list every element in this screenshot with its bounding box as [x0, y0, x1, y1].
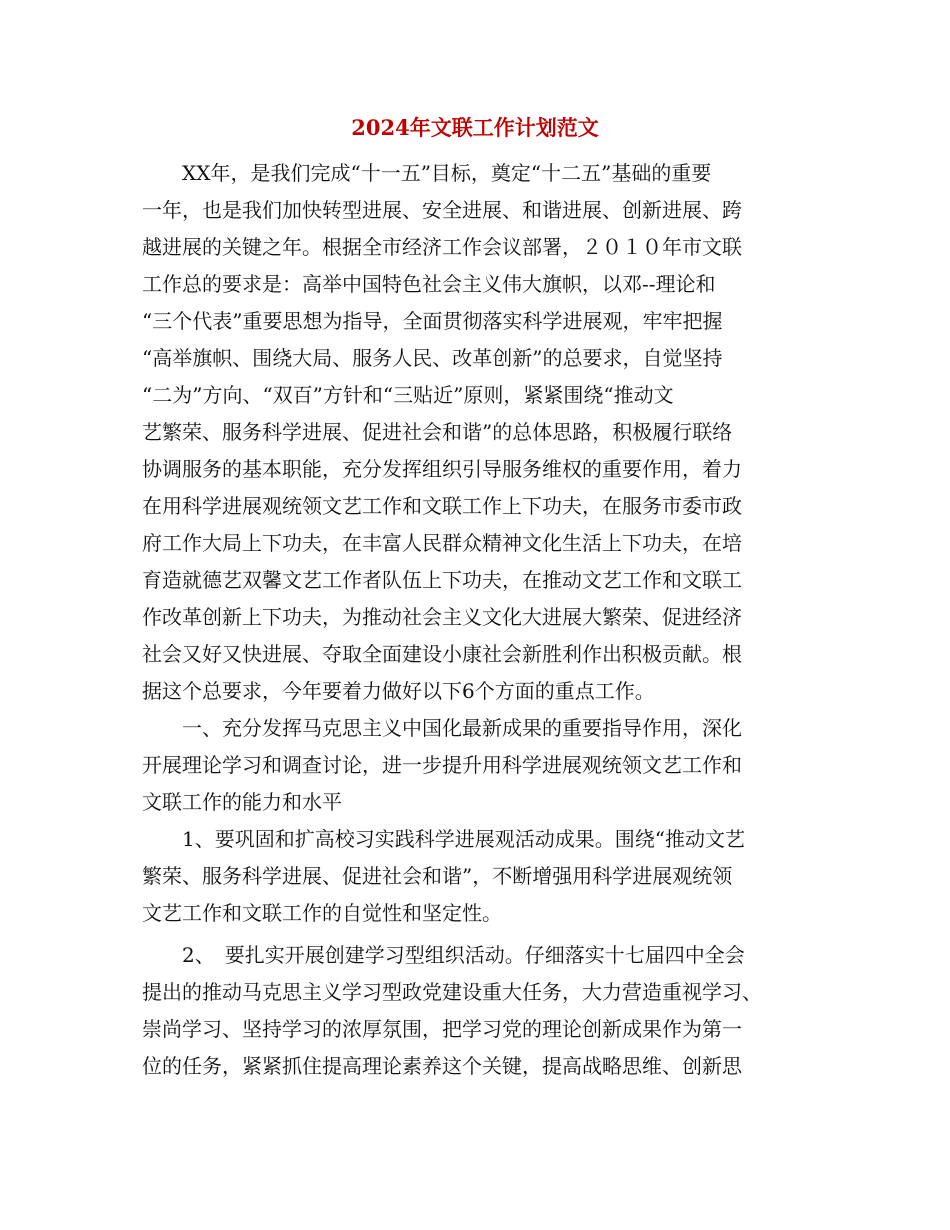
text-line: “三个代表”重要思想为指导，全面贯彻落实科学进展观，牢牢把握 — [142, 309, 723, 333]
text-line: 繁荣、服务科学进展、促进社会和谐”，不断增强用科学进展观统领 — [142, 864, 733, 888]
text-line: “二为”方向、“双百”方针和“三贴近”原则，紧紧围绕“推动文 — [142, 383, 674, 407]
text-line: 协调服务的基本职能，充分发挥组织引导服务维权的重要作用，着力 — [142, 457, 742, 481]
text-line: 府工作大局上下功夫，在丰富人民群众精神文化生活上下功夫，在培 — [142, 531, 742, 555]
text-line: 一年，也是我们加快转型进展、安全进展、和谐进展、创新进展、跨 — [142, 198, 742, 222]
text-line: 工作总的要求是：高举中国特色社会主义伟大旗帜，以邓--理论和 — [142, 272, 716, 296]
text-line: XX年，是我们完成“十一五”目标，奠定“十二五”基础的重要 — [182, 161, 712, 185]
text-line: 社会又好又快进展、夺取全面建设小康社会新胜利作出积极贡献。根 — [142, 642, 742, 666]
section-heading-line: 文联工作的能力和水平 — [142, 790, 342, 814]
section-heading-line: 一、充分发挥马克思主义中国化最新成果的重要指导作用，深化 — [182, 716, 742, 740]
text-line: 2、 要扎实开展创建学习型组织活动。仔细落实十七届四中全会 — [182, 943, 745, 967]
text-line: “高举旗帜、围绕大局、服务人民、改革创新”的总要求，自觉坚持 — [142, 346, 723, 370]
text-line: 提出的推动马克思主义学习型政党建设重大任务，大力营造重视学习、 — [142, 980, 762, 1004]
text-line: 文艺工作和文联工作的自觉性和坚定性。 — [142, 901, 502, 925]
document-body — [142, 155, 822, 1085]
text-line: 作改革创新上下功夫，为推动社会主义文化大进展大繁荣、促进经济 — [142, 605, 742, 629]
text-line: 在用科学进展观统领文艺工作和文联工作上下功夫，在服务市委市政 — [142, 494, 742, 518]
text-line: 艺繁荣、服务科学进展、促进社会和谐”的总体思路，积极履行联络 — [142, 420, 733, 444]
text-line: 育造就德艺双馨文艺工作者队伍上下功夫，在推动文艺工作和文联工 — [142, 568, 742, 592]
document-title: 2024年文联工作计划范文 — [351, 115, 599, 140]
section-heading-line: 开展理论学习和调查讨论，进一步提升用科学进展观统领文艺工作和 — [142, 753, 742, 777]
text-line: 据这个总要求，今年要着力做好以下6个方面的重点工作。 — [142, 679, 655, 703]
text-line: 越进展的关键之年。根据全市经济工作会议部署，２０１０年市文联 — [142, 235, 742, 259]
text-line: 位的任务，紧紧抓住提高理论素养这个关键，提高战略思维、创新思 — [142, 1054, 742, 1078]
text-line: 1、要巩固和扩高校习实践科学进展观活动成果。围绕“推动文艺 — [182, 827, 745, 851]
text-line: 崇尚学习、坚持学习的浓厚氛围，把学习党的理论创新成果作为第一 — [142, 1017, 742, 1041]
